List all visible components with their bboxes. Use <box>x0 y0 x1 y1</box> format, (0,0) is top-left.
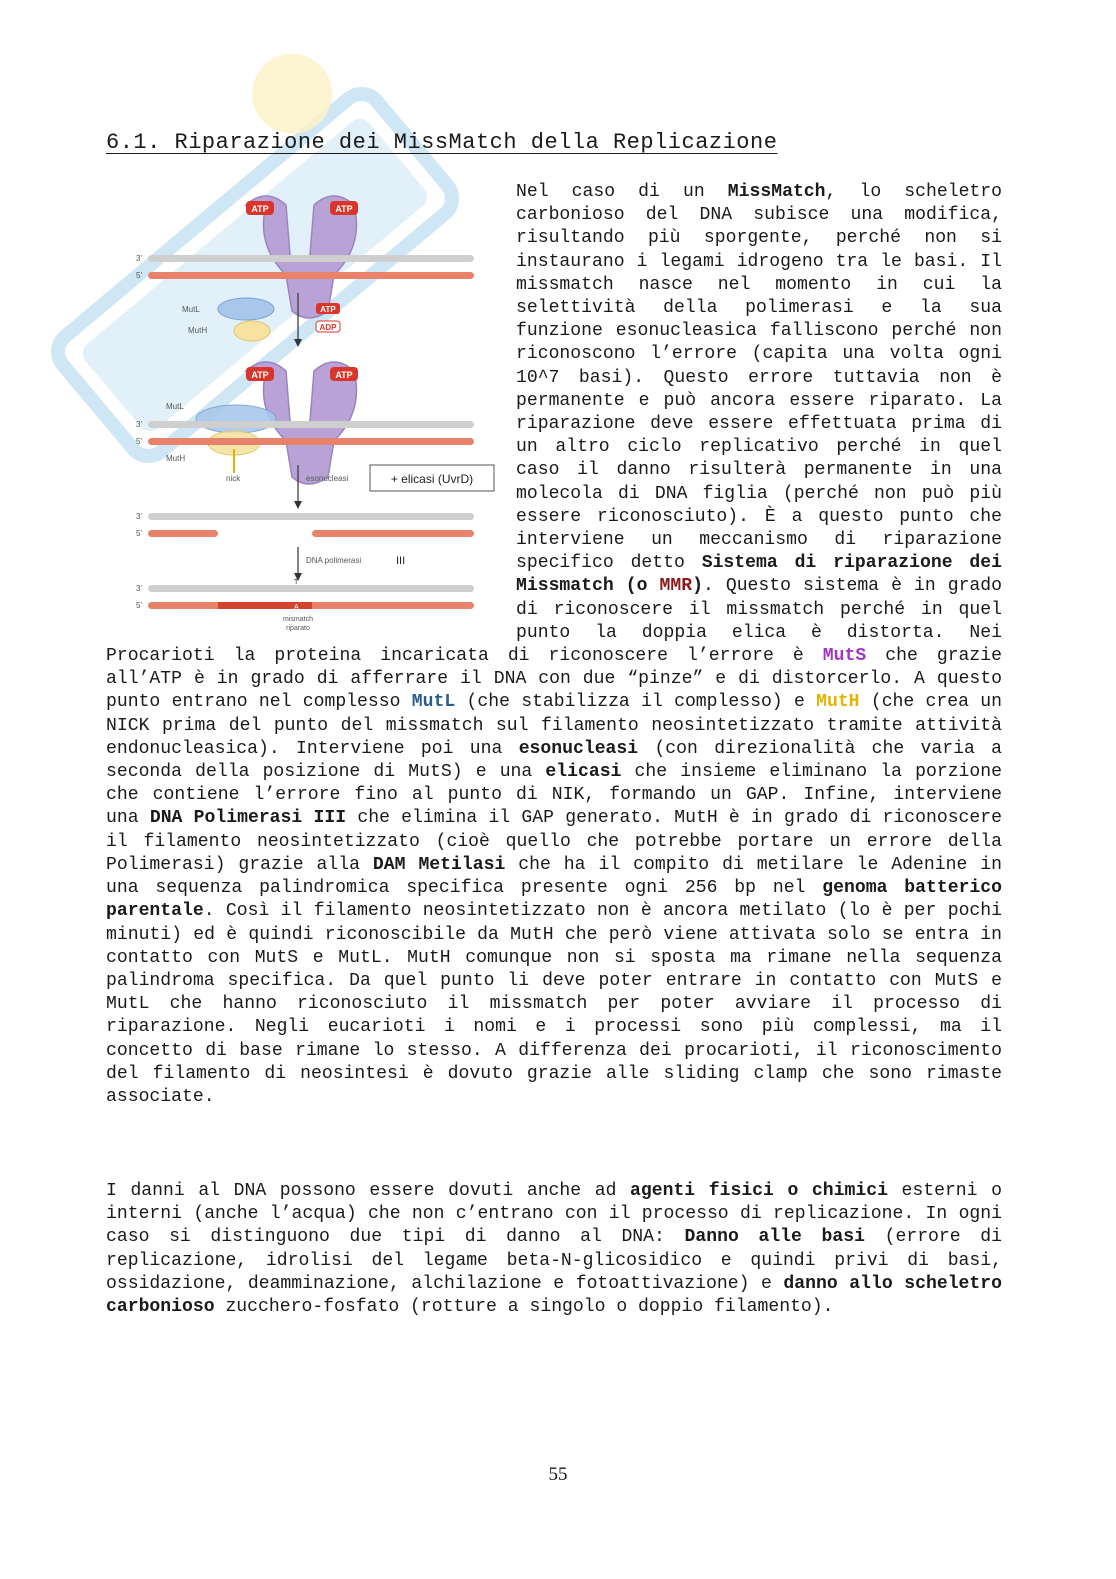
pol-iii-label: III <box>396 555 406 567</box>
mutl-label: MutL <box>182 305 200 314</box>
stage-3-gap <box>136 512 474 538</box>
atp-badge-1b: ATP <box>335 204 353 214</box>
p1-text-6: (che crea un NICK prima del punto del missmatch sul filamento neosintetizzato tramite attività endonucleasica). Interviene poi una <box>106 692 1002 759</box>
stage-arrow-3 <box>294 547 405 581</box>
p1-text-8: che insieme eliminano la porzione che contiene l’errore fino al punto di NIK, formando un GAP. Infine, interviene una <box>106 762 1002 829</box>
p1-bold-elicasi: elicasi <box>545 762 622 783</box>
p1-text-9: che elimina il GAP generato. MutH è in grado di riconoscere il filamento neosintetizzato (cioè quello che potrebbe portare un errore della Polimerasi) grazie alla <box>106 808 1002 875</box>
p2-text-1: I danni al DNA possono essere dovuti anche ad <box>106 1181 631 1201</box>
nick-label: nick <box>226 474 241 483</box>
page-number: 55 <box>548 1464 568 1485</box>
end-3-label-4: 3' <box>136 584 142 593</box>
p1-mmr: MMR <box>659 576 693 597</box>
adp-badge: ADP <box>319 323 337 332</box>
mismatch-label: mismatch <box>283 616 313 623</box>
muth-label-2: MutH <box>166 454 186 463</box>
stage-4-repaired <box>136 579 474 632</box>
end-5-label-2: 5' <box>136 437 142 446</box>
dna-polimerasi-label: DNA polimerasi <box>306 556 362 565</box>
p1-text-1: Nel caso di un <box>516 182 728 202</box>
p1-bold-polimerasi: DNA Polimerasi III <box>149 808 347 829</box>
esonucleasi-label: esonucleasi <box>306 474 349 483</box>
atp-badge-3b: ATP <box>335 370 353 380</box>
paragraph-dna-damage <box>106 1180 1002 1319</box>
stage-1-muts-binding <box>136 196 474 318</box>
p2-bold-danno-scheletro: danno allo scheletro carbonioso <box>106 1273 1002 1318</box>
end-3-label: 3' <box>136 254 142 263</box>
base-t-label: T <box>294 579 299 586</box>
p1-text-2: , lo scheletro carbonioso del DNA subisce una modifica, risultando più sporgente, perché non si instaurano i legami idrogeno tra le basi. Il missmatch nasce nel momento in cui la selettività della polimerasi e la sua funzione esonucleasica falliscono perché non riconoscono l’errore (capita una volta ogni 10^7 basi). Questo errore tuttavia non è permanente e può ancora essere riparato. La riparazione deve essere effettuata prima di un altro ciclo replicativo perché in quel caso il danno risulterà permanente in una molecola di DNA figlia (perché non può più essere riconosciuto). È a questo punto che interviene un meccanismo di riparazione specifico detto <box>516 182 1003 574</box>
p2-text-4: zucchero-fosfato (rotture a singolo o doppio filamento). <box>214 1297 834 1318</box>
p1-text-5: (che stabilizza il complesso) e <box>455 692 817 713</box>
p1-mutl: MutL <box>411 692 456 713</box>
base-a-label: A <box>294 604 299 611</box>
p2-text-3: (errore di replicazione, idrolisi del legame beta-N-glicosidico e quindi privi di basi, ossidazione, deamminazione, alchilazione e fotoattivazione) e <box>106 1227 1002 1294</box>
mismatch-repair-figure <box>106 181 512 645</box>
elicasi-box-label: + elicasi (UvrD) <box>390 472 474 486</box>
p2-bold-danno-basi: Danno alle basi <box>684 1227 865 1248</box>
p1-bold-missmatch: MissMatch <box>727 182 826 202</box>
p2-bold-agenti: agenti fisici o chimici <box>630 1181 888 1201</box>
muth-label: MutH <box>188 326 208 335</box>
p1-text-10: che ha il compito di metilare le Adenine in una sequenza palindromica specifica presente ogni 256 bp nel <box>106 854 1002 899</box>
paragraph-missmatch-repair <box>106 181 1002 1109</box>
p1-bold-close: ) <box>692 576 703 597</box>
end-3-label-2: 3' <box>136 420 142 429</box>
atp-badge-3a: ATP <box>251 370 269 380</box>
p1-text-3: . Questo sistema è in grado di riconoscere il missmatch perché in quel punto la doppia elica è distorta. Nei Procarioti la proteina incaricata di riconoscere l’errore è <box>106 576 1003 667</box>
p1-muth: MutH <box>816 692 860 713</box>
p1-muts: MutS <box>822 646 867 667</box>
section-heading: 6.1. Riparazione dei MissMatch della Replicazione <box>106 130 778 155</box>
end-5-label-4: 5' <box>136 601 142 610</box>
p1-bold-esonucleasi: esonucleasi <box>518 738 639 759</box>
p1-text-11: . Così il filamento neosintetizzato non è ancora metilato (lo è per pochi minuti) ed è quindi riconoscibile da MutH che però viene attivata solo se entra in contatto con MutS e MutL. MutH comunque non si sposta ma rimane nella sequenza palindroma specifica. Da quel punto li deve poter entrare in contatto con MutS e MutL che hanno riconosciuto il missmatch per poter avviare il processo di riparazione. Negli eucarioti i nomi e i processi sono più complessi, ma il concetto di base rimane lo stesso. A differenza dei procarioti, il riconoscimento del filamento di neosintesi è dovuto grazie alle sliding clamp che sono rimaste associate. <box>106 901 1002 1107</box>
mmr-diagram <box>106 181 506 641</box>
p1-bold-genoma: genoma batterico parentale <box>106 878 1003 922</box>
p1-text-7: (con direzionalità che varia a seconda della posizione di MutS) e una <box>106 738 1002 783</box>
end-5-label: 5' <box>136 271 142 280</box>
atp-badge-2: ATP <box>320 305 336 314</box>
p1-bold-sistema: Sistema di riparazione dei Missmatch (o <box>516 553 1002 597</box>
end-3-label-3: 3' <box>136 512 142 521</box>
mutl-label-2: MutL <box>166 402 184 411</box>
end-5-label-3: 5' <box>136 529 142 538</box>
p1-bold-dam: DAM Metilasi <box>372 854 506 875</box>
atp-badge-1a: ATP <box>251 204 269 214</box>
p1-text-4: che grazie all’ATP è in grado di afferrare il DNA con due “pinze” e di distorcerlo. A questo punto entrano nel complesso <box>106 646 1002 713</box>
p2-text-2: esterni o interni (anche l’acqua) che non c’entrano con il processo di replicazione. In ogni caso si distinguono due tipi di danno al DNA: <box>106 1181 1002 1248</box>
riparato-label: riparato <box>286 625 310 632</box>
